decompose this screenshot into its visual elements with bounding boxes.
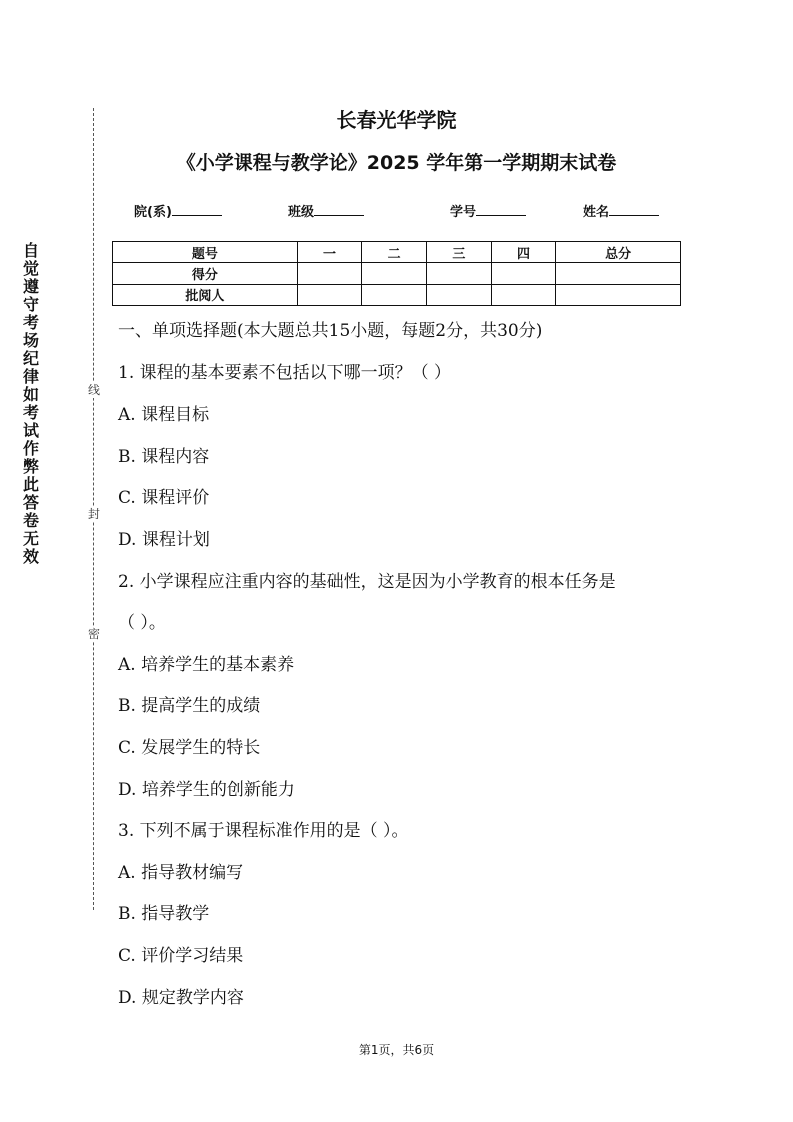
name-blank	[609, 202, 659, 216]
score-row-label: 批阅人	[113, 284, 298, 305]
question-stem: 3. 下列不属于课程标准作用的是（ ）。	[118, 821, 409, 841]
school-name: 长春光华学院	[336, 108, 457, 132]
binding-mark-secret: 密	[87, 627, 100, 641]
question-option: A. 培养学生的基本素养	[118, 655, 295, 675]
section-heading: 一、单项选择题(本大题总共15小题，每题2分，共30分)	[118, 321, 543, 341]
side-note-char: 考	[22, 403, 39, 422]
question-option: D. 课程计划	[118, 530, 210, 550]
score-header-cell: 二	[362, 242, 427, 263]
page-number: 第1页，共6页	[358, 1043, 435, 1057]
score-header-cell: 总分	[556, 242, 681, 263]
student-id-field	[450, 201, 526, 220]
score-table-row	[113, 284, 681, 305]
score-cell	[426, 284, 491, 305]
score-cell	[556, 284, 681, 305]
score-cell	[491, 263, 556, 284]
score-table	[112, 241, 681, 306]
side-note-char: 此	[22, 475, 39, 494]
question-option: B. 课程内容	[118, 447, 210, 467]
score-cell	[297, 284, 362, 305]
score-cell	[556, 263, 681, 284]
side-note-char: 弊	[22, 457, 39, 476]
question-option: A. 课程目标	[118, 405, 210, 425]
question-option: D. 培养学生的创新能力	[118, 780, 295, 800]
binding-mark-seal: 封	[87, 507, 100, 521]
question-stem: 2. 小学课程应注重内容的基础性，这是因为小学教育的根本任务是	[118, 572, 616, 592]
score-table-header-row	[113, 242, 681, 263]
score-header-cell: 三	[426, 242, 491, 263]
score-header-cell: 一	[297, 242, 362, 263]
question-option: D. 规定教学内容	[118, 988, 244, 1008]
side-note-char: 卷	[22, 511, 39, 530]
side-note-char: 遵	[22, 277, 39, 296]
side-note-char: 纪	[22, 349, 39, 368]
department-field	[134, 201, 222, 220]
side-note-char: 觉	[22, 259, 39, 278]
class-blank	[314, 202, 364, 216]
question-option: C. 评价学习结果	[118, 946, 244, 966]
name-label: 姓名	[583, 205, 610, 220]
question-option: C. 课程评价	[118, 488, 210, 508]
side-note-char: 如	[22, 385, 39, 404]
question-stem-continuation: （ ）。	[118, 613, 166, 633]
question-option: B. 指导教学	[118, 904, 210, 924]
student-id-label: 学号	[450, 205, 477, 220]
side-note-char: 自	[22, 241, 39, 260]
side-note-char: 守	[22, 295, 39, 314]
score-header-cell: 四	[491, 242, 556, 263]
question-stem: 1. 课程的基本要素不包括以下哪一项？（ ）	[118, 363, 452, 383]
binding-mark-line: 线	[87, 383, 100, 397]
score-cell	[362, 284, 427, 305]
score-cell	[362, 263, 427, 284]
class-field	[288, 201, 364, 220]
student-id-blank	[476, 202, 526, 216]
score-cell	[297, 263, 362, 284]
exam-discipline-note	[20, 242, 42, 566]
name-field	[583, 201, 659, 220]
question-option: B. 提高学生的成绩	[118, 696, 261, 716]
side-note-char: 考	[22, 313, 39, 332]
score-cell	[426, 263, 491, 284]
exam-title: 《小学课程与教学论》2025 学年第一学期期末试卷	[176, 152, 617, 174]
department-label: 院(系)	[134, 205, 172, 220]
side-note-char: 作	[22, 439, 39, 458]
department-blank	[172, 202, 222, 216]
score-table-row	[113, 263, 681, 284]
side-note-char: 试	[22, 421, 39, 440]
score-row-label: 得分	[113, 263, 298, 284]
question-option: C. 发展学生的特长	[118, 738, 261, 758]
side-note-char: 场	[22, 331, 39, 350]
question-option: A. 指导教材编写	[118, 863, 244, 883]
side-note-char: 答	[22, 493, 39, 512]
score-header-cell: 题号	[113, 242, 298, 263]
side-note-char: 无	[22, 529, 39, 548]
side-note-char: 律	[22, 367, 39, 386]
class-label: 班级	[288, 205, 315, 220]
score-cell	[491, 284, 556, 305]
side-note-char: 效	[22, 547, 39, 566]
